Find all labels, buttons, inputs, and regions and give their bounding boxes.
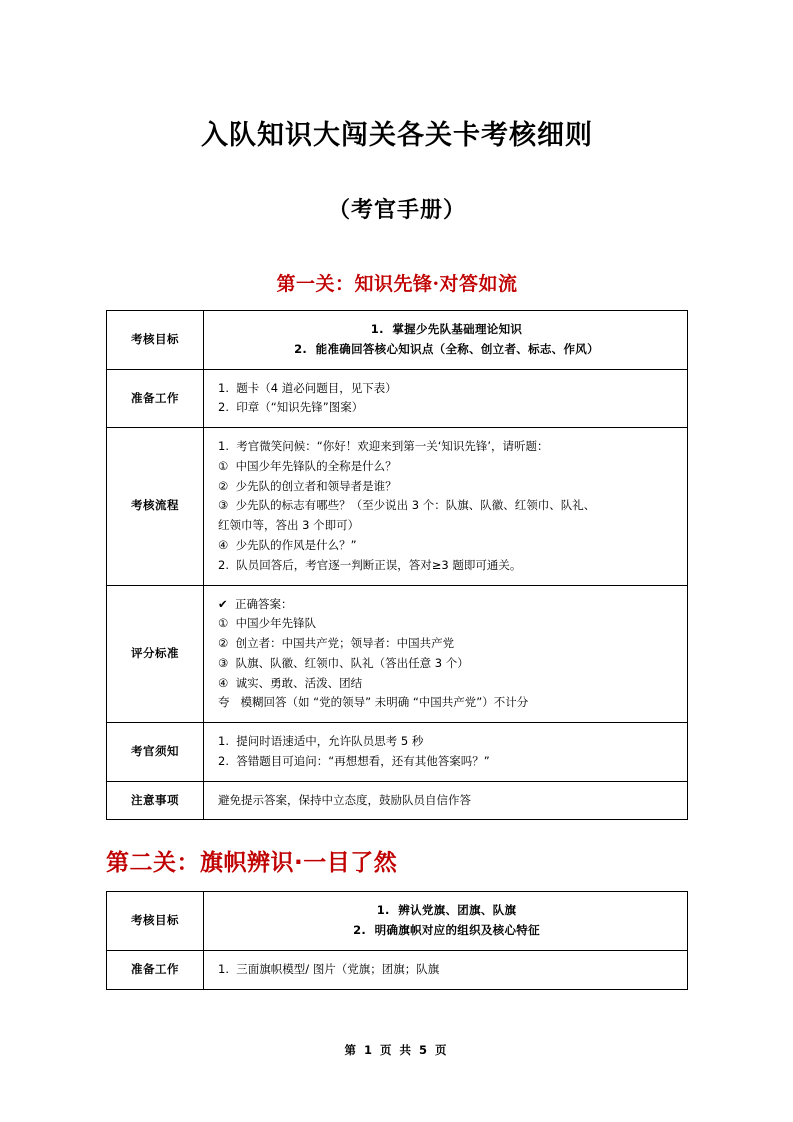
table-row — [107, 892, 688, 951]
row-body — [204, 723, 688, 782]
table-row — [107, 369, 688, 428]
page-footer: 第 1 页 共 5 页 — [344, 1043, 449, 1057]
row-line: ✔ 正确答案： — [218, 596, 293, 611]
row-line: ② 少先队的创立者和领导者是谁？ — [218, 478, 397, 493]
row-body — [204, 585, 688, 723]
row-line: 2. 答错题目可追问：“再想想看，还有其他答案吗？” — [218, 753, 490, 768]
rubric-table-2-body — [107, 892, 688, 989]
rubric-table-1 — [106, 310, 688, 820]
row-line: ① 中国少年先锋队的全称是什么？ — [218, 458, 397, 473]
row-line: 1. 辨认党旗、团旗、队旗 — [376, 903, 517, 918]
table-row — [107, 585, 688, 723]
row-line: 1. 考官微笑问候：“你好！欢迎来到第一关‘知识先锋’，请听题： — [218, 439, 549, 454]
row-line: 1. 题卡（4 道必问题目，见下表） — [218, 380, 397, 395]
row-line: ③ 队旗、队徽、红领巾、队礼（答出任意 3 个） — [218, 655, 469, 670]
table-row — [107, 950, 688, 989]
row-line: 1. 掌握少先队基础理论知识 — [370, 322, 523, 337]
section-heading-2: 第二关：旗帜辨识·一目了然 — [106, 850, 398, 877]
row-line: ② 创立者：中国共产党；领导者：中国共产党 — [218, 636, 455, 651]
row-label: 考核目标 — [107, 311, 204, 370]
row-line: 1. 三面旗帜模型/ 图片（党旗；团旗；队旗 — [218, 961, 440, 976]
table-row — [107, 723, 688, 782]
row-body — [204, 950, 688, 989]
row-label: 考核目标 — [107, 892, 204, 951]
row-body — [204, 892, 688, 951]
row-line: 2. 能准确回答核心知识点（全称、创立者、标志、作风） — [294, 341, 599, 356]
row-body — [204, 369, 688, 428]
row-line: ① 中国少年先锋队 — [218, 616, 317, 631]
row-body — [204, 311, 688, 370]
row-label: 考核流程 — [107, 428, 204, 585]
row-line: 2. 队员回答后，考官逐一判断正误，答对≥3 题即可通关。 — [218, 557, 522, 572]
row-line: 避免提示答案，保持中立态度，鼓励队员自信作答 — [218, 792, 471, 807]
row-line: 2. 印章（“知识先锋”图案） — [218, 400, 364, 415]
row-line: 2. 明确旗帜对应的组织及核心特征 — [353, 923, 540, 938]
rubric-table-2 — [106, 891, 688, 989]
row-line: ③ 少先队的标志有哪些？（至少说出 3 个：队旗、队徽、红领巾、队礼、 — [218, 498, 596, 513]
row-label: 准备工作 — [107, 369, 204, 428]
row-line: 红领巾等，答出 3 个即可） — [218, 518, 360, 533]
page-content — [106, 0, 688, 990]
row-body — [204, 781, 688, 820]
row-label: 注意事项 — [107, 781, 204, 820]
row-label: 考官须知 — [107, 723, 204, 782]
row-line: 夸 模糊回答（如 “党的领导” 未明确 “中国共产党”）不计分 — [218, 695, 529, 710]
page-subtitle: （考官手册） — [327, 197, 466, 224]
section-heading-1: 第一关：知识先锋·对答如流 — [276, 273, 518, 296]
row-label: 准备工作 — [107, 950, 204, 989]
table-row — [107, 428, 688, 585]
row-body — [204, 428, 688, 585]
row-line: ④ 少先队的作风是什么？” — [218, 537, 357, 552]
row-line: ④ 诚实、勇敢、活泼、团结 — [218, 675, 363, 690]
page-title: 入队知识大闯关各关卡考核细则 — [201, 120, 593, 151]
row-label: 评分标准 — [107, 585, 204, 723]
table-row — [107, 311, 688, 370]
rubric-table-1-body — [107, 311, 688, 820]
table-row — [107, 781, 688, 820]
row-line: 1. 提问时语速适中，允许队员思考 5 秒 — [218, 734, 424, 749]
